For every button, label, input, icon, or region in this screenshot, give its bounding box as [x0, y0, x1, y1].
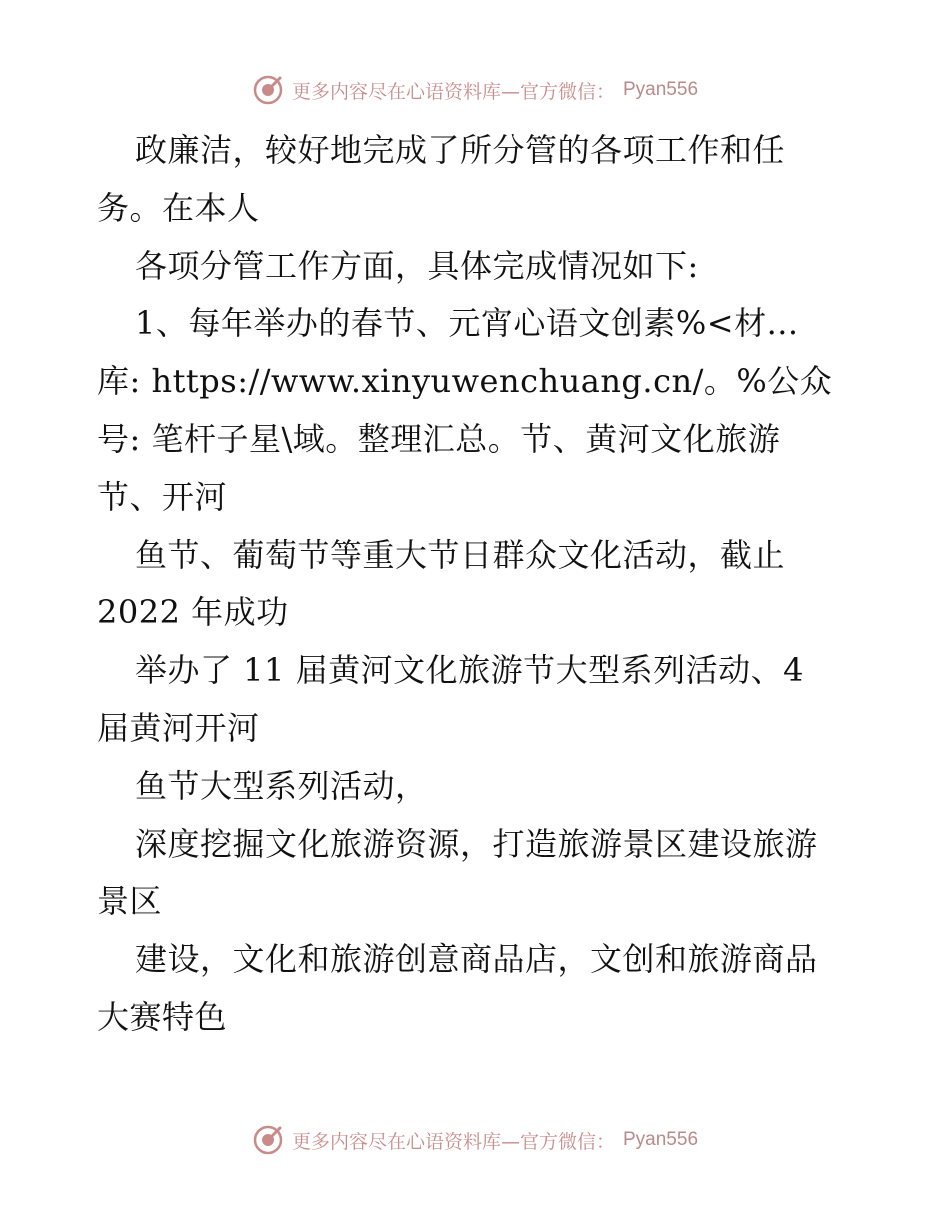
text-line: 节、开河 [97, 477, 228, 516]
text-line: 鱼节、葡萄节等重大节日群众文化活动，截止 [135, 535, 786, 574]
footer-wechat-id: Pyan556 [623, 1129, 699, 1150]
document-body [97, 122, 857, 1047]
header-watermark [0, 70, 950, 110]
text-line: 届黄河开河 [97, 708, 260, 747]
footer-watermark [0, 1120, 950, 1160]
text-line: 景区 [97, 882, 163, 921]
text-line: 号: 笔杆子星\域。整理汇总。节、黄河文化旅游 [97, 419, 781, 458]
text-line: 务。在本人 [97, 188, 260, 227]
header-text: 更多内容尽在心语资料库—官方微信： [291, 80, 615, 103]
text-line: 鱼节大型系列活动， [135, 766, 428, 805]
pen-logo-icon [252, 1124, 284, 1156]
text-line: 2022 年成功 [97, 593, 289, 632]
text-line: 大赛特色 [97, 997, 228, 1036]
text-line: 政廉洁，较好地完成了所分管的各项工作和任 [135, 131, 786, 169]
text-line: 深度挖掘文化旅游资源，打造旅游景区建设旅游 [135, 824, 818, 863]
text-line: 举办了 11 届黄河文化旅游节大型系列活动、4 [135, 651, 804, 690]
text-line: 各项分管工作方面，具体完成情况如下: [135, 246, 699, 285]
text-line: 1、每年举办的春节、元宵心语文创素%<材... [135, 304, 799, 343]
pen-logo-icon [252, 74, 284, 106]
footer-text: 更多内容尽在心语资料库—官方微信： [291, 1130, 615, 1153]
header-wechat-id: Pyan556 [623, 79, 699, 100]
text-line: 库: https://www.xinyuwenchuang.cn/。%公众 [97, 362, 833, 401]
text-line: 建设，文化和旅游创意商品店，文创和旅游商品 [135, 940, 818, 979]
